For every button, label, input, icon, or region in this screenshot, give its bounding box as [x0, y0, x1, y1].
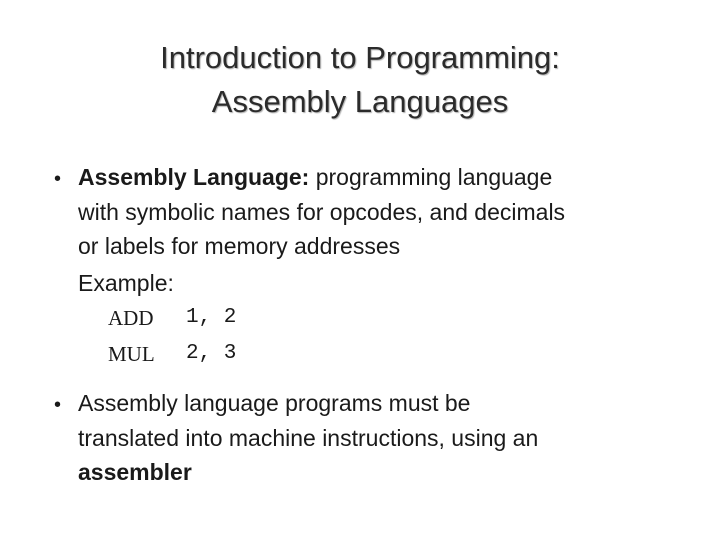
bullet-line: or labels for memory addresses: [78, 233, 401, 259]
bullet-dot-icon: [54, 386, 78, 423]
code-opcode: MUL: [108, 342, 155, 366]
bullet-dot-icon: [54, 160, 78, 197]
bullet-assembler: [54, 386, 694, 490]
code-line: [108, 336, 694, 372]
code-operands: 2, 3: [186, 342, 237, 365]
bullet-line: with symbolic names for opcodes, and decimals: [78, 198, 566, 225]
bullet-term: Assembly Language:: [78, 164, 310, 190]
bullet-text: programming language: [309, 164, 553, 190]
title-line-1: Introduction to Programming:: [160, 40, 560, 75]
code-operands: 1, 2: [186, 306, 237, 329]
code-line: [108, 300, 694, 336]
bullet-line: translated into machine instructions, using an: [78, 424, 539, 451]
bullet-line: Assembly language programs must be: [78, 390, 471, 416]
bullet-assembly-language: [54, 160, 694, 372]
example-label: Example:: [78, 269, 174, 296]
code-block: [108, 300, 694, 372]
bullet-list: [54, 160, 694, 490]
slide-title: [0, 36, 720, 124]
bullet-line: [78, 160, 694, 195]
bullet-term: assembler: [78, 459, 192, 485]
code-opcode: ADD: [108, 306, 154, 330]
title-line-2: Assembly Languages: [211, 84, 509, 119]
